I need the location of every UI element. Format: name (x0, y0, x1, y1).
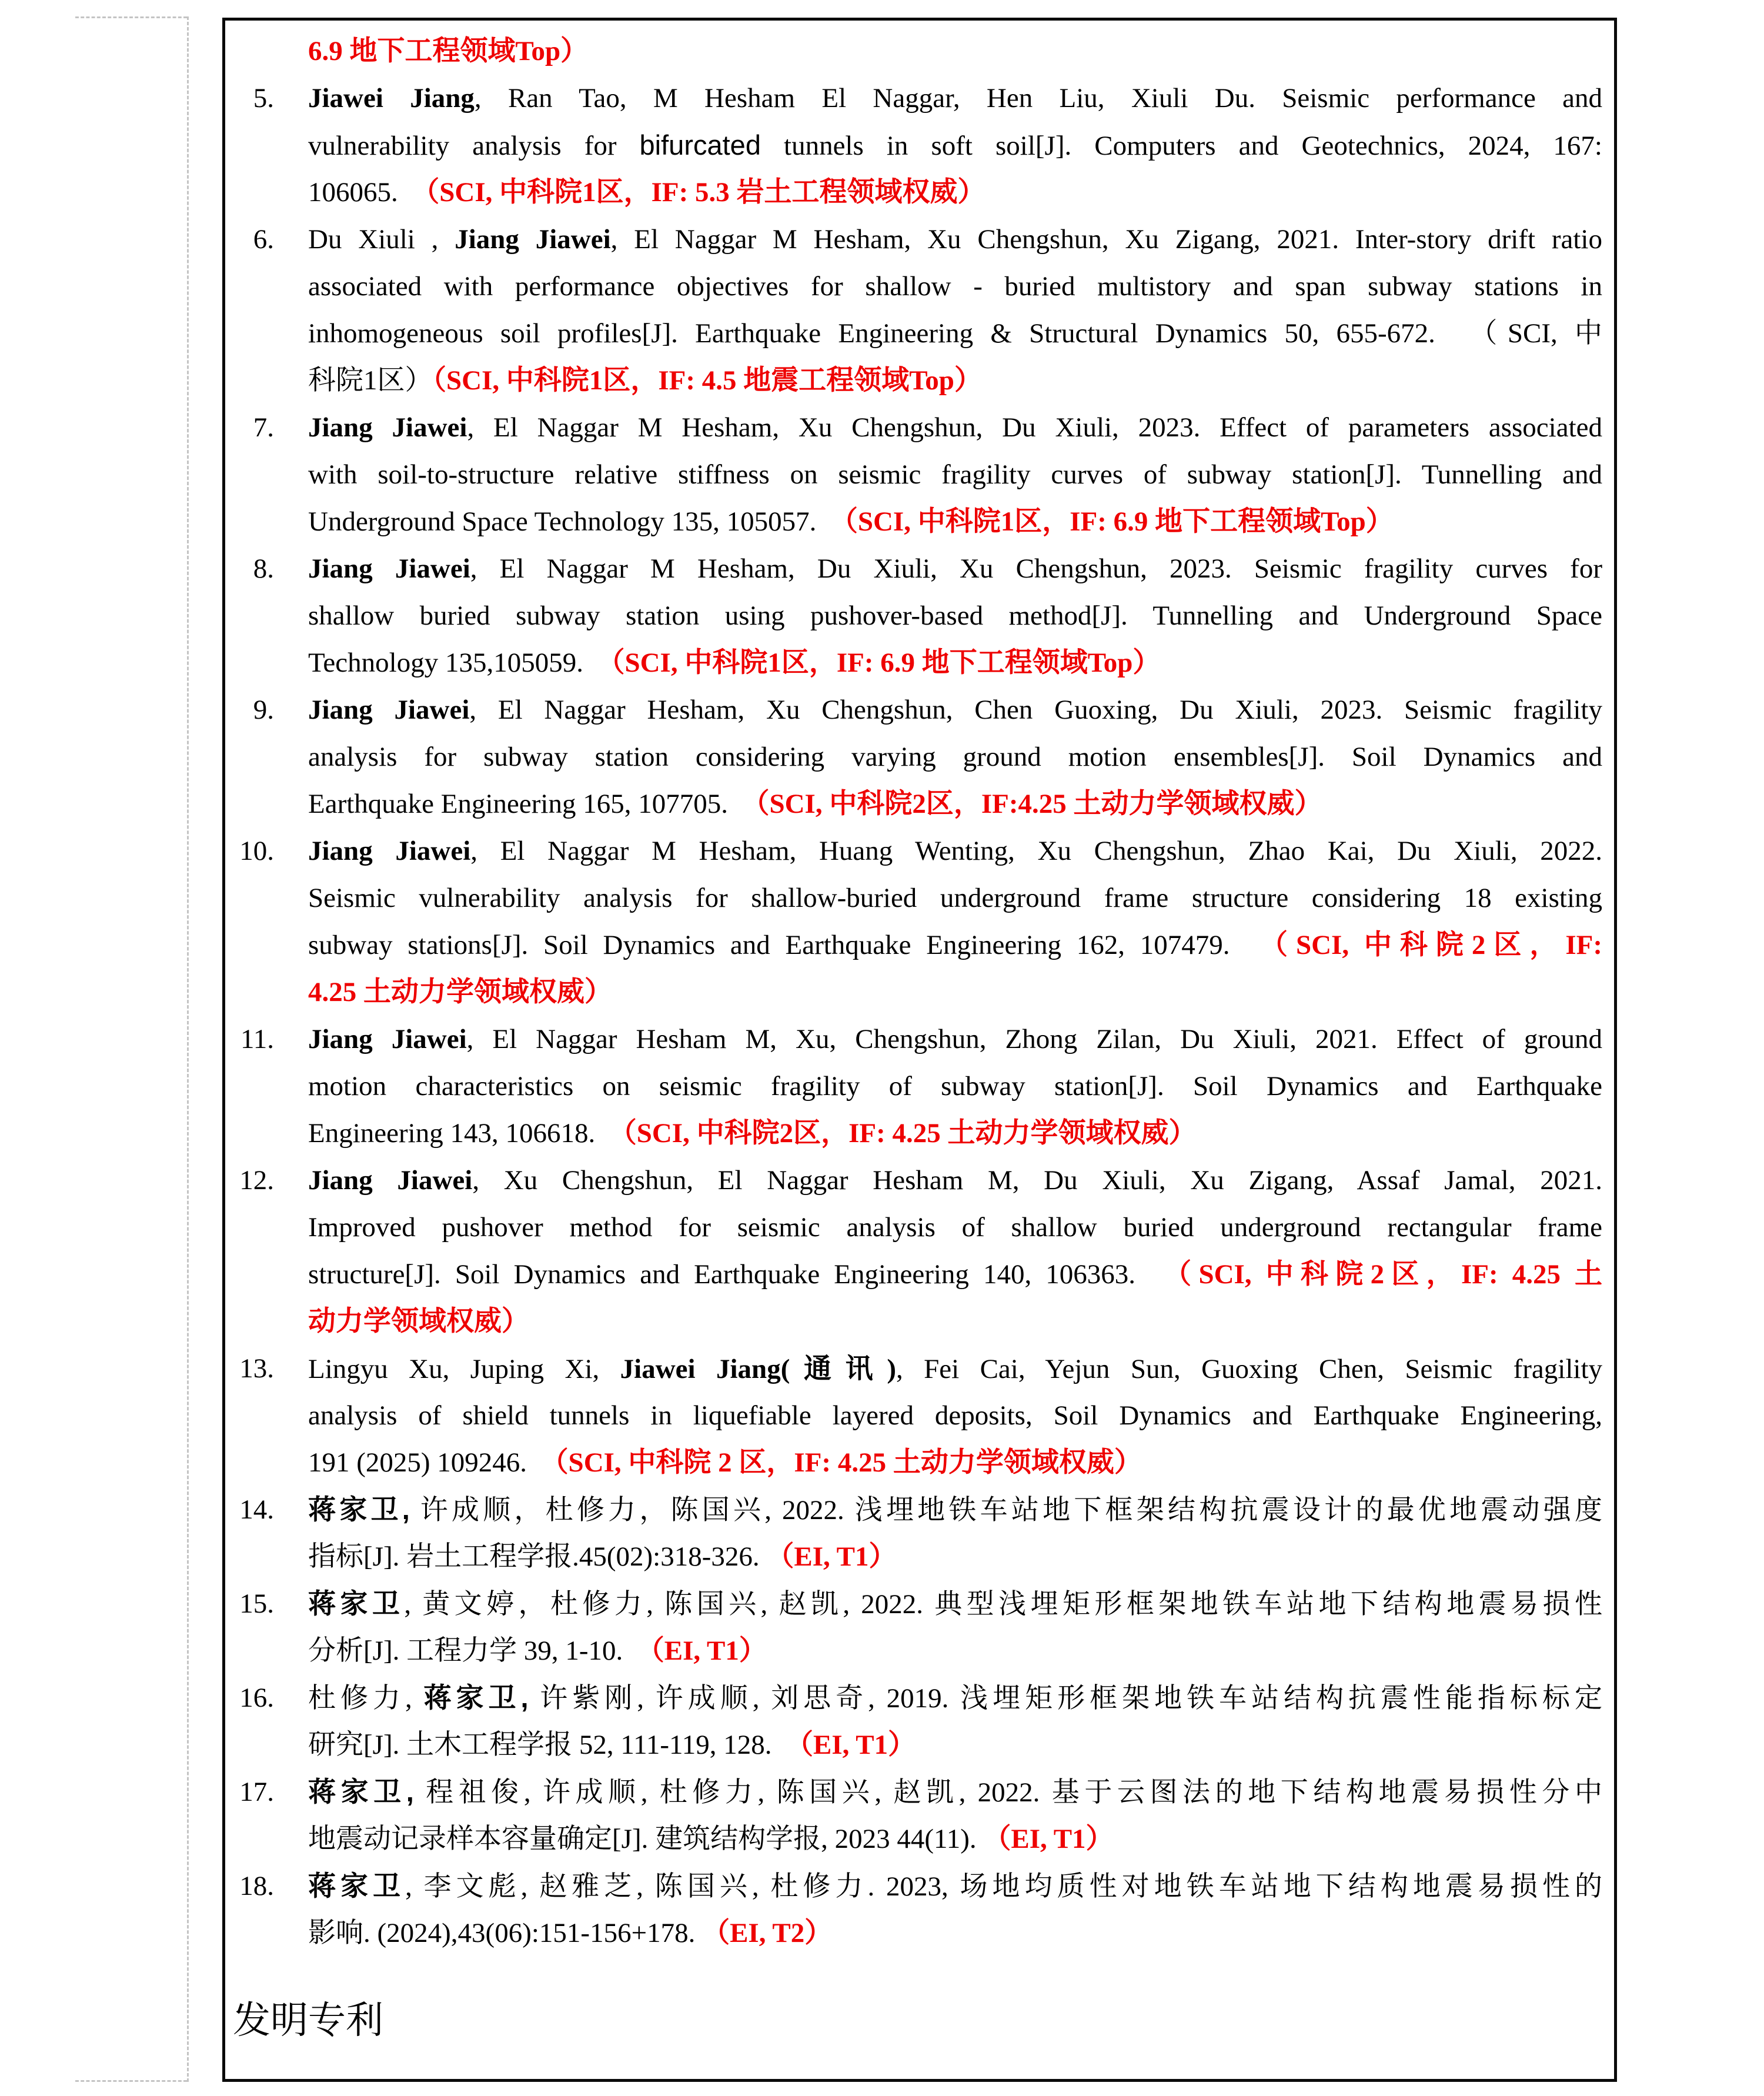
item-number: 14. (239, 1494, 274, 1525)
reference-text: 地震动记录样本容量确定[J]. 建筑结构学报, 2023 44(11). (308, 1824, 984, 1854)
text-boundary-guide-top (75, 16, 187, 18)
reference-text: Underground Space Technology 135, 105057. (308, 506, 830, 537)
reference-line (308, 592, 1602, 639)
list-item (240, 1016, 1602, 1157)
reference-text: , El Naggar M Hesham, Huang Wenting, Xu Chengshun, Zhao Kai, Du Xiuli, 2022. (470, 836, 1602, 866)
item-number: 9. (253, 695, 274, 725)
ranking-annotation: （SCI, 中科院1区，IF: 6.9 地下工程领域Top） (830, 506, 1394, 537)
reference-text: vulnerability analysis for (308, 131, 640, 161)
item-number: 10. (239, 836, 274, 866)
item-number: 7. (253, 412, 274, 443)
reference-text-sans: bifurcated (639, 129, 761, 161)
reference-line (308, 1627, 1602, 1674)
reference-text: , El Naggar Hesham, Xu Chengshun, Chen Guoxing, Du Xiuli, 2023. Seismic fragility (469, 695, 1602, 725)
reference-line (308, 686, 1602, 733)
reference-text: , El Naggar Hesham M, Xu, Chengshun, Zhong Zilan, Du Xiuli, 2021. Effect of ground (466, 1024, 1602, 1054)
reference-line (308, 1486, 1602, 1533)
text-boundary-guide-vertical (187, 16, 189, 2082)
item-number: 15. (239, 1588, 274, 1619)
author-name-cn-bold: 通讯 (790, 1353, 887, 1384)
author-name-bold: Jiang Jiawei (308, 553, 470, 584)
reference-text: associated with performance objectives for shallow - buried multistory and span subway stations in (308, 271, 1602, 302)
list-item (239, 1345, 1602, 1486)
reference-line (308, 780, 1602, 827)
author-name-cn-bold: 蒋家卫, (308, 1494, 410, 1525)
reference-line (308, 1392, 1602, 1439)
reference-text: Improved pushover method for seismic analysis of shallow buried underground rectangular frame (308, 1212, 1602, 1243)
reference-text: 研究[J]. 土木工程学报 52, 111-119, 128. (308, 1730, 786, 1760)
reference-line (308, 263, 1602, 310)
reference-text: 许紫刚, 许成顺, 刘思奇, 2019. 浅埋矩形框架地铁车站结构抗震性能指标标定 (528, 1683, 1603, 1714)
reference-text: , El Naggar M Hesham, Du Xiuli, Xu Chengshun, 2023. Seismic fragility curves for (470, 553, 1602, 584)
reference-text: Engineering 143, 106618. (308, 1118, 609, 1149)
reference-text: 影响. (2024),43(06):151-156+178. (308, 1918, 703, 1948)
ranking-annotation: （EI, T2） (702, 1918, 833, 1948)
ranking-annotation: （SCI, 中科院1区，IF: 4.5 地震工程领域Top） (432, 365, 982, 396)
reference-line (308, 1674, 1602, 1721)
reference-text: , El Naggar M Hesham, Xu Chengshun, Du Xiuli, 2023. Effect of parameters associated (467, 412, 1602, 443)
reference-text: Lingyu Xu, Juping Xi, (308, 1354, 620, 1384)
list-item (308, 28, 1602, 75)
reference-text: 指标[J]. 岩土工程学报.45(02):318-326. (308, 1541, 767, 1572)
table-cell-publications (222, 18, 1617, 2082)
reference-line (308, 1063, 1602, 1110)
reference-line (308, 28, 1602, 75)
reference-line (308, 1157, 1602, 1204)
reference-text: analysis for subway station considering varying ground motion ensembles[J]. Soil Dynamics and (308, 742, 1602, 772)
item-number: 11. (240, 1024, 274, 1054)
reference-text: 分析[J]. 工程力学 39, 1-10. (308, 1636, 637, 1666)
list-item (239, 1674, 1603, 1768)
author-name-cn-bold: 蒋家卫, (308, 1776, 414, 1807)
author-name-cn-bold: 蒋家卫 (308, 1588, 405, 1619)
reference-line (308, 1721, 1602, 1768)
reference-text: motion characteristics on seismic fragility of subway station[J]. Soil Dynamics and Earthquake (308, 1071, 1602, 1102)
reference-line (308, 169, 1602, 216)
list-item (253, 404, 1602, 545)
ranking-annotation: （SCI, 中科院1区，IF: 5.3 岩土工程领域权威） (412, 177, 985, 208)
reference-text: , El Naggar M Hesham, Xu Chengshun, Xu Zigang, 2021. Inter-story drift ratio (610, 224, 1602, 255)
author-name-bold: Jiang Jiawei (455, 224, 611, 255)
item-number: 13. (239, 1353, 274, 1384)
item-number: 6. (253, 224, 274, 255)
reference-line (308, 310, 1602, 357)
list-item (253, 545, 1602, 686)
reference-text: 191 (2025) 109246. (308, 1447, 541, 1478)
reference-line (308, 1863, 1602, 1910)
author-name-bold: ) (887, 1354, 896, 1384)
author-name-bold: Jiang Jiawei (308, 412, 467, 443)
ranking-annotation: （EI, T1） (766, 1541, 897, 1572)
reference-text: 杜修力, (308, 1683, 424, 1714)
ranking-annotation: （SCI, 中科院 2 区，IF: 4.25 土动力学领域权威） (540, 1447, 1142, 1478)
ranking-annotation: （EI, T1） (636, 1636, 767, 1666)
ranking-annotation: （SCI, 中科院2区，IF:4.25 土动力学领域权威） (741, 789, 1322, 819)
reference-text: 程祖俊, 许成顺, 杜修力, 陈国兴, 赵凯, 2022. 基于云图法的地下结构地震易损性分中 (413, 1777, 1603, 1808)
reference-line (308, 357, 1602, 404)
reference-line (308, 733, 1602, 780)
reference-line (308, 122, 1602, 169)
reference-text: subway stations[J]. Soil Dynamics and Earthquake Engineering 162, 107479. (308, 930, 1260, 960)
list-item (239, 1486, 1602, 1580)
author-name-bold: Jiang Jiawei (308, 1165, 473, 1196)
reference-text: , 黄文婷，杜修力, 陈国兴, 赵凯, 2022. 典型浅埋矩形框架地铁车站地下结构地震易损性 (404, 1589, 1602, 1620)
list-item (253, 686, 1602, 827)
reference-line (308, 969, 1602, 1016)
ranking-annotation: 动力学领域权威） (308, 1306, 529, 1337)
reference-text: structure[J]. Soil Dynamics and Earthquake Engineering 140, 106363. (308, 1259, 1164, 1290)
reference-text: 许成顺，杜修力，陈国兴, 2022. 浅埋地铁车站地下框架结构抗震设计的最优地震动强度 (409, 1495, 1602, 1526)
item-number: 12. (239, 1165, 274, 1196)
ranking-annotation: （SCI, 中科院2区，IF: (1259, 930, 1602, 960)
list-item (239, 827, 1602, 1016)
item-number: 18. (239, 1871, 274, 1901)
list-item (239, 1580, 1602, 1674)
list-item (239, 1768, 1603, 1863)
reference-line (308, 498, 1602, 545)
reference-line (308, 1204, 1602, 1251)
ranking-annotation: 4.25 土动力学领域权威） (308, 977, 612, 1007)
author-name-bold: Jiang Jiawei (308, 695, 470, 725)
list-item (253, 75, 1602, 216)
ranking-annotation: （SCI, 中科院2区，IF: 4.25 土 (1164, 1259, 1602, 1290)
reference-line (308, 1439, 1602, 1486)
reference-line (308, 639, 1602, 686)
ranking-annotation: （SCI, 中科院1区，IF: 6.9 地下工程领域Top） (597, 648, 1161, 678)
author-name-bold: Jiawei Jiang (308, 83, 475, 114)
author-name-bold: Jiang Jiawei (308, 1024, 467, 1054)
reference-line (308, 1910, 1602, 1957)
item-number: 5. (253, 83, 274, 114)
reference-line (308, 1768, 1602, 1815)
reference-line (308, 75, 1602, 122)
reference-line (308, 451, 1602, 498)
reference-text: 科院1区） (308, 365, 433, 396)
item-number: 8. (253, 553, 274, 584)
author-name-cn-bold: 蒋家卫 (308, 1870, 406, 1901)
reference-line (308, 216, 1602, 263)
reference-text: analysis of shield tunnels in liquefiable layered deposits, Soil Dynamics and Earthquake Engineering, (308, 1400, 1602, 1431)
reference-line (308, 1815, 1602, 1863)
reference-line (308, 922, 1602, 969)
ranking-annotation: （EI, T1） (983, 1824, 1114, 1854)
item-number: 17. (239, 1777, 274, 1807)
reference-line (308, 1345, 1602, 1392)
reference-line (308, 1533, 1602, 1580)
reference-line (308, 1110, 1602, 1157)
list-item (239, 1863, 1603, 1957)
reference-line (308, 404, 1602, 451)
reference-line (308, 545, 1602, 592)
reference-text: 106065. (308, 177, 412, 208)
text-boundary-guide-bottom (75, 2080, 187, 2082)
reference-line (308, 1580, 1602, 1627)
publication-list (225, 21, 1614, 1957)
reference-text: , Ran Tao, M Hesham El Naggar, Hen Liu, Xiuli Du. Seismic performance and (474, 83, 1602, 114)
reference-line (308, 1298, 1602, 1345)
ranking-annotation: （SCI, 中科院2区，IF: 4.25 土动力学领域权威） (609, 1118, 1197, 1149)
reference-text: Technology 135,105059. (308, 648, 597, 678)
section-header-patents: 发明专利 (233, 1999, 383, 2041)
reference-line (308, 1251, 1602, 1298)
reference-line (308, 1016, 1602, 1063)
list-item (253, 216, 1602, 404)
ranking-annotation: 6.9 地下工程领域Top） (308, 36, 589, 66)
author-name-bold: Jiang Jiawei (308, 836, 471, 866)
list-item (239, 1157, 1602, 1345)
reference-text: Du Xiuli , (308, 224, 455, 255)
reference-line (308, 827, 1602, 875)
reference-text: shallow buried subway station using pushover-based method[J]. Tunnelling and Underground Space (308, 600, 1602, 631)
item-number: 16. (239, 1683, 274, 1713)
reference-text: Earthquake Engineering 165, 107705. (308, 789, 742, 819)
reference-line (308, 875, 1602, 922)
reference-text: inhomogeneous soil profiles[J]. Earthquake Engineering & Structural Dynamics 50, 655-672. （SCI, 中 (308, 318, 1602, 349)
reference-text: with soil-to-structure relative stiffness on seismic fragility curves of subway station[J]. Tunnelling and (308, 459, 1602, 490)
author-name-bold: Jiawei Jiang( (620, 1354, 790, 1384)
reference-text: tunnels in soft soil[J]. Computers and Geotechnics, 2024, 167: (760, 131, 1602, 161)
ranking-annotation: （EI, T1） (786, 1730, 916, 1760)
reference-text: Seismic vulnerability analysis for shallow-buried underground frame structure considering 18 existing (308, 883, 1602, 913)
reference-text: , Xu Chengshun, El Naggar Hesham M, Du Xiuli, Xu Zigang, Assaf Jamal, 2021. (472, 1165, 1602, 1196)
reference-text: , 李文彪, 赵雅芝, 陈国兴, 杜修力. 2023, 场地均质性对地铁车站地下结构地震易损性的 (405, 1871, 1603, 1902)
author-name-cn-bold: 蒋家卫, (423, 1682, 529, 1713)
reference-text: , Fei Cai, Yejun Sun, Guoxing Chen, Seismic fragility (896, 1354, 1602, 1384)
